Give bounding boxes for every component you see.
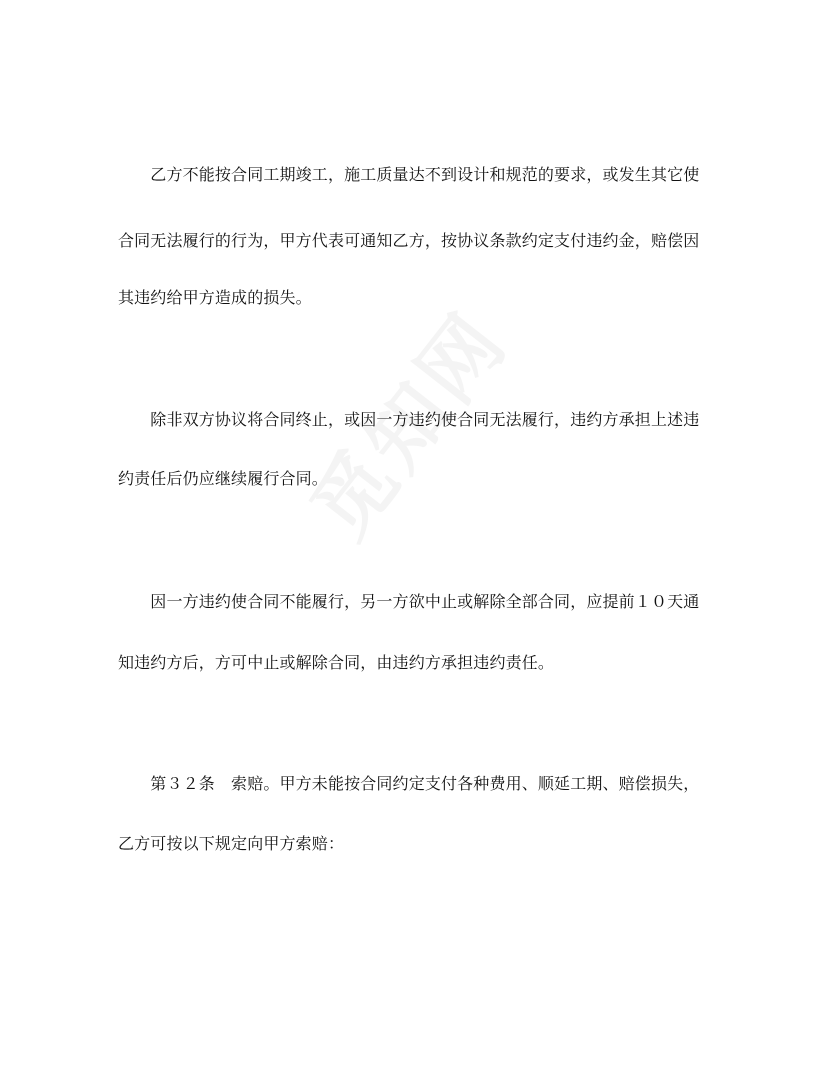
paragraph-line: 知违约方后，方可中止或解除合同，由违约方承担违约责任。 — [118, 653, 555, 672]
paragraph-line: 除非双方协议将合同终止，或因一方违约使合同无法履行，违约方承担上述违 — [118, 410, 700, 429]
paragraph-line: 约责任后仍应继续履行合同。 — [118, 469, 328, 488]
paragraph-line: 乙方可按以下规定向甲方索赔： — [118, 834, 345, 853]
paragraph-line: 合同无法履行的行为，甲方代表可通知乙方，按协议条款约定支付违约金，赔偿因 — [118, 231, 700, 250]
paragraph-line: 第３２条 索赔。甲方未能按合同约定支付各种费用、顺延工期、赔偿损失， — [118, 774, 700, 793]
paragraph-line: 其违约给甲方造成的损失。 — [118, 288, 312, 307]
paragraph-line: 因一方违约使合同不能履行，另一方欲中止或解除全部合同，应提前１０天通 — [118, 592, 700, 611]
paragraph-line: 乙方不能按合同工期竣工，施工质量达不到设计和规范的要求，或发生其它使 — [118, 165, 700, 184]
